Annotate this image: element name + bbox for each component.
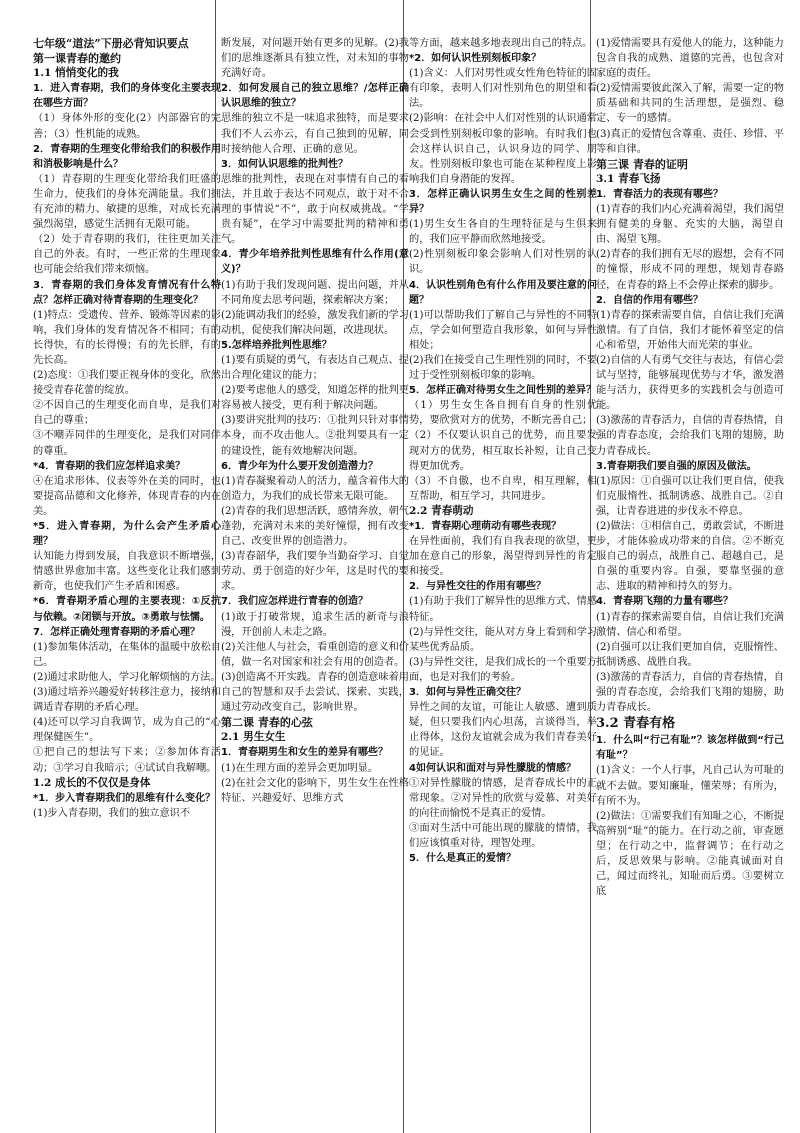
answer-paragraph: 等方面，越来越多地表现出自己的特点。 (409, 38, 593, 49)
answer-paragraph: (1)青春的探索需要自信，自信让我们充满激情。有了自信，我们才能怀着坚定的信心和希望，开始伟大而光荣的事业。 (596, 309, 784, 351)
answer-paragraph: （1）青春期的生理变化带给我们旺盛的生命力，使我们的身体充满能量。我们拥有充沛的精力、敏捷的思维，对成长充满强烈渴望，感觉生活拥有无限可能。 (33, 173, 221, 231)
lesson-heading: 第三课 青春的证明 (596, 157, 688, 171)
question: 5．怎样正确对待男女生之间性别的差异？ (409, 385, 596, 397)
question: *5．进入青春期，为什么会产生矛盾心理？ (33, 521, 221, 548)
question: 4．青春期飞翔的力量有哪些？ (596, 596, 733, 608)
lesson-heading: 第一课青春的邀约 (33, 52, 121, 66)
answer-paragraph: (2)青春的我们思想活跃，感情奔放，朝气蓬勃，充满对未来的美好憧憬，拥有改变自己、改变世界的创造潜力。 (221, 505, 409, 548)
answer-paragraph: (3)激荡的青春活力，自信的青春热情，自强的青春态度，会给我们飞翔的翅膀，助力青春成长。 (596, 671, 784, 714)
answer-paragraph: (1)含义：一个人行事，凡自己认为可耻的就不去做。要知廉耻，懂荣辱；有所为，有所不为。 (596, 765, 784, 807)
answer-paragraph: (2)通过求助他人，学习化解烦恼的方法。 (33, 671, 221, 683)
answer-paragraph: (3)要讲究批判的技巧：①批判只针对事情本身，而不攻击他人。②批判要具有一定的建设性，能有效地解决问题。 (221, 415, 409, 457)
question: 5.怎样培养批判性思维？ (221, 339, 332, 351)
question: 3．青春期的我们身体发育情况有什么特点？怎样正确对待青春期的生理变化？ (33, 279, 221, 306)
section-heading: 1.1 悄悄变化的我 (33, 67, 119, 80)
section-heading: 2.2 青春萌动 (409, 504, 474, 517)
question: *1．步入青春期我们的思维有什么变化？ (33, 792, 216, 804)
answer-paragraph: ②不因自己的生理变化而自卑，是我们对自己的尊重； (33, 400, 221, 427)
question: 3.青春期我们要自强的原因及做法。 (596, 460, 757, 472)
answer-paragraph: (4)还可以学习自我调节，成为自己的“心理保健医生”。 (33, 717, 221, 744)
answer-paragraph: (1)步入青春期，我们的独立意识不 (33, 807, 191, 819)
question: 3．怎样正确认识男生女生之间的性别差异？ (409, 188, 597, 216)
answer-paragraph: (1)要有质疑的勇气，有表达自己观点、提出合理化建议的能力； (221, 354, 409, 382)
answer-paragraph: (2)我们在接受自己生理性别的同时，不要过于受性别刻板印象的影响。 (409, 354, 597, 382)
answer-paragraph: (1)青春的我们内心充满着渴望，我们渴望拥有健美的身躯、充实的大脑，渴望自由、渴望飞翔。 (596, 204, 784, 246)
answer-paragraph: ③面对生活中可能出现的朦胧的情情，我们应该慎重对待，理智处理。 (409, 822, 597, 849)
question: 3．如何与异性正确交往？ (409, 687, 526, 699)
answer-paragraph: (1)在生理方面的差异会更加明显。 (221, 762, 379, 774)
answer-paragraph: 认知能力得到发展，自我意识不断增强，情感世界愈加丰富。这些变化让我们感到新奇，也使我们产生矛盾和困惑。 (33, 551, 221, 593)
section-heading: 1.2 成长的不仅仅是身体 (33, 776, 151, 789)
answer-paragraph: (2)要考虑他人的感受，知道怎样的批判更容易被人接受，更有利于解决问题。 (221, 385, 409, 412)
answer-paragraph: (1)可以帮助我们了解自己与异性的不同特点，学会如何塑造自我形象，如何与异性相处； (409, 309, 597, 351)
answer-paragraph: 思维的批判性，表现在对事情有自己的看法，并且敢于表达不同观点，敢于对不合理的事情说“不”，敢于向权威挑战。“学贵有疑”，在学习中需要批判的精神和勇气。 (221, 173, 409, 246)
answer-paragraph: (1)青春凝聚着动人的活力，蕴含着伟大的创造力，为我们的成长带来无限可能。 (221, 475, 409, 502)
answer-paragraph: 异性之间的友谊，可能让人敏感、遭到质疑，但只要我们内心坦荡，言谈得当，举止得体，这份友谊就会成为我们青春美好的见证。 (409, 702, 597, 759)
answer-paragraph: (2)做法：①相信自己，勇敢尝试，不断进步，才能体验成功带来的自信。②不断克服自己的弱点，战胜自己、超越自己，是自强的重要内容。自强，要靠坚强的意志、进取的精神和持久的努力。 (596, 521, 784, 593)
question: *4．青春期的我们应怎样追求美？ (33, 460, 186, 472)
answer-paragraph: (3)与异性交往，是我们成长的一个重要方面，也是对我们的考验。 (409, 656, 597, 683)
answer-paragraph: (1)青春的探索需要自信，自信让我们充满激情、信心和希望。 (596, 611, 784, 638)
text-column-4 (596, 36, 784, 1133)
answer-paragraph: 断发展，对问题开始有更多的见解。(2)我们的思维逐渐具有独立性，对未知的事物充满好奇。 (221, 38, 409, 80)
answer-paragraph: (2)自强可以让我们更加自信，克服惰性、抵制诱惑、战胜自我。 (596, 641, 784, 668)
section-heading: 2.1 男生女生 (221, 731, 286, 744)
answer-paragraph: (2)与异性交往，能从对方身上看到和学习某些优秀品质。 (409, 626, 597, 653)
lesson-heading: 第二课 青春的心弦 (221, 716, 313, 730)
answer-paragraph: (3)创造离不开实践。青春的创造意味着用自己的智慧和双手去尝试、探索、实践，通过劳动改变自己，影响世界。 (221, 671, 409, 714)
question: 2．如何发展自己的独立思维？/怎样正确认识思维的独立？ (221, 83, 409, 110)
answer-paragraph: (3)真正的爱情包含尊重、责任、珍惜、平等和自律。 (596, 128, 784, 155)
question: 1．进入青春期，我们的身体变化主要表现在哪些方面？ (33, 83, 221, 110)
answer-paragraph: (1)含义：人们对男性或女性角色特征的固有印象，表明人们对性别角色的期望和看法。 (409, 68, 597, 110)
answer-paragraph: （1）身体外形的变化(2）内部器官的完善；（3）性机能的成熟。 (33, 113, 221, 140)
answer-paragraph: ③不嘲弄同伴的生理变化，是我们对同伴的尊重。 (33, 430, 221, 457)
question: 2．自信的作用有哪些？ (596, 294, 703, 306)
answer-paragraph: 思维的独立不是一味追求独特，而是要求我们不人云亦云，有自己独到的见解，同时接纳他人合理、正确的意见。 (221, 113, 409, 155)
text-column-2 (221, 36, 409, 1133)
answer-paragraph: （2）处于青春期的我们，往往更加关注自己的外表。有时，一些正常的生理现象也可能会给我们带来烦恼。 (33, 234, 221, 276)
question: *6．青春期矛盾心理的主要表现：①反抗与依赖。②闭锁与开放。③勇敢与怯懦。 (33, 596, 221, 623)
answer-paragraph: (3)青春韶华，我们要争当勤奋学习、自觉劳动、勇于创造的好少年，这是时代的要求。 (221, 551, 409, 593)
answer-paragraph: （1）男生女生各自拥有自身的性别优势，要欣赏对方的优势，不断完善自己； (409, 400, 597, 427)
answer-paragraph: (1)原因：①自强可以让我们更自信，使我们克服惰性、抵制诱惑、战胜自己。②自强，让青春进进的步伐永不停息。 (596, 475, 784, 517)
section-heading: 3.2 青春有格 (596, 716, 676, 732)
answer-paragraph: ①对异性朦胧的情感，是青春成长中的正常现象。②对异性的欣赏与爱慕、对美好的向往而愉悦不是真正的爱情。 (409, 777, 597, 819)
answer-paragraph: (2)关注他人与社会，看重创造的意义和价值，做一名对国家和社会有用的创造者。 (221, 641, 409, 668)
answer-paragraph: (1)敢于打破常规，追求生活的新奇与浪漫，开创前人未走之路。 (221, 611, 409, 638)
answer-paragraph: (1)参加集体活动，在集体的温暖中放松自己。 (33, 641, 221, 668)
answer-paragraph: (2)做法：①需要我们有知耻之心，不断提高辨别“耻”的能力。在行动之前，审查愿望；在行动之中，监督调节；在行动之后，反思效果与影响。②能真诚面对自己，闻过而终礼，知耻而后勇。③要树立底 (596, 810, 784, 898)
question: 7．怎样正确处理青春期的矛盾心理？ (33, 626, 200, 638)
question: 7．我们应怎样进行青春的创造？ (221, 596, 368, 608)
question: 1．什么叫“行己有耻”？该怎样做到“行己有耻”？ (596, 735, 784, 762)
answer-paragraph: (3)激荡的青春活力，自信的青春热情，自强的青春态度，会给我们飞翔的翅膀，助力青春成长。 (596, 415, 784, 457)
question: 2．与异性交往的作用有哪些？ (409, 581, 546, 593)
question: 6．青少年为什么要开发创造潜力？ (221, 460, 378, 472)
question: *1．青春期心理萌动有哪些表现？ (409, 521, 562, 532)
question: 3．如何认识思维的批判性？ (221, 158, 348, 170)
answer-paragraph: (2)青春的我们拥有无尽的遐想，会有不同的憧憬，形成不同的理想，规划青春路径，在青春的路上不会停止探索的脚步。 (596, 249, 784, 291)
answer-paragraph: (1)爱情需要具有爱他人的能力，这种能力包含自我的成熟、道德的完善，也包含对家庭的责任。 (596, 38, 784, 80)
answer-paragraph: (1)男生女生各自的生理特征是与生俱来的，我们应平静而欣然地接受。 (409, 219, 597, 246)
answer-paragraph: （3）不自傲，也不自卑，相互理解，相互帮助，相互学习，共同进步。 (409, 475, 597, 502)
question: 1．青春期男生和女生的差异有哪些？ (221, 747, 388, 759)
question: 4．青少年培养批判性思维有什么作用(意义)？ (221, 249, 409, 276)
question: 5．什么是真正的爱情？ (409, 853, 516, 865)
answer-paragraph: 在异性面前，我们有自我表现的欲望，更加在意自己的形象，渴望得到异性的肯定和接受。 (409, 536, 597, 578)
text-column-3 (409, 36, 597, 1133)
answer-paragraph: （2）不仅要认识自己的优势，而且要发现对方的优势，相互取长补短，让自己变得更加优秀。 (409, 430, 597, 472)
answer-paragraph: (2)在社会文化的影响下，男生女生在性格特征、兴趣爱好、思维方式 (221, 777, 409, 804)
question: 4．认识性别角色有什么作用及要注意的问题？ (409, 279, 597, 306)
answer-paragraph: (2)能调动我们的经验，激发我们新的学习动机，促使我们解决问题，改进现状。 (221, 309, 409, 336)
answer-paragraph: (1)特点：受遗传、营养、锻炼等因素的影响，我们身体的发育情况各不相同；有的长得快，有的长得慢；有的先长胖，有的先长高。 (33, 309, 221, 366)
answer-paragraph: (1)有助于我们发现问题、提出问题，并从不同角度去思考问题，探索解决方案； (221, 279, 409, 306)
answer-paragraph: (2)自信的人有勇气交往与表达，有信心尝试与坚持，能够展现优势与才华，激发潜能与活力，获得更多的实践机会与创造可能。 (596, 354, 784, 412)
answer-paragraph: (3)通过培养兴趣爱好转移注意力，接纳和调适青春期的矛盾心理。 (33, 687, 221, 714)
answer-paragraph: (2)影响：在社会中人们对性别的认识通常会受到性别刻板印象的影响。有时我们也会这样认识自己，认识身边的同学、朋友。性别刻板印象也可能在某种程度上影响我们自身潜能的发挥。 (409, 113, 597, 185)
answer-paragraph: (2)性别刻板印象会影响人们对性别的认识。 (409, 249, 597, 276)
question: 4如何认识和面对与异性朦胧的情感？ (409, 762, 576, 774)
answer-paragraph: (2)态度：①我们要正视身体的变化，欣然接受青春花蕾的绽放。 (33, 370, 221, 397)
question: 2．青春期的生理变化带给我们的积极作用和消极影响是什么？ (33, 143, 221, 170)
answer-paragraph: (1)有助于我们了解异性的思维方式、情感特征。 (409, 596, 597, 623)
answer-paragraph: ④在追求形体、仪表等外在美的同时，也要提高品德和文化修养，体现青春的内在美。 (33, 475, 221, 517)
document-title: 七年级“道法”下册必背知识要点 (33, 37, 189, 50)
answer-paragraph: (2)爱情需要彼此深入了解，需要一定的物质基础和共同的生活理想，是强烈、稳定、专一的感情。 (596, 83, 784, 125)
question: 1．青春活力的表现有哪些？ (596, 188, 723, 200)
section-heading: 3.1 青春飞扬 (596, 172, 661, 185)
question: *2．如何认识性别刻板印象？ (409, 53, 542, 65)
text-column-1 (33, 36, 221, 1133)
answer-paragraph: ①把自己的想法写下来；②参加体育活动；③学习自我暗示；④试试自我解嘲。 (33, 747, 221, 774)
